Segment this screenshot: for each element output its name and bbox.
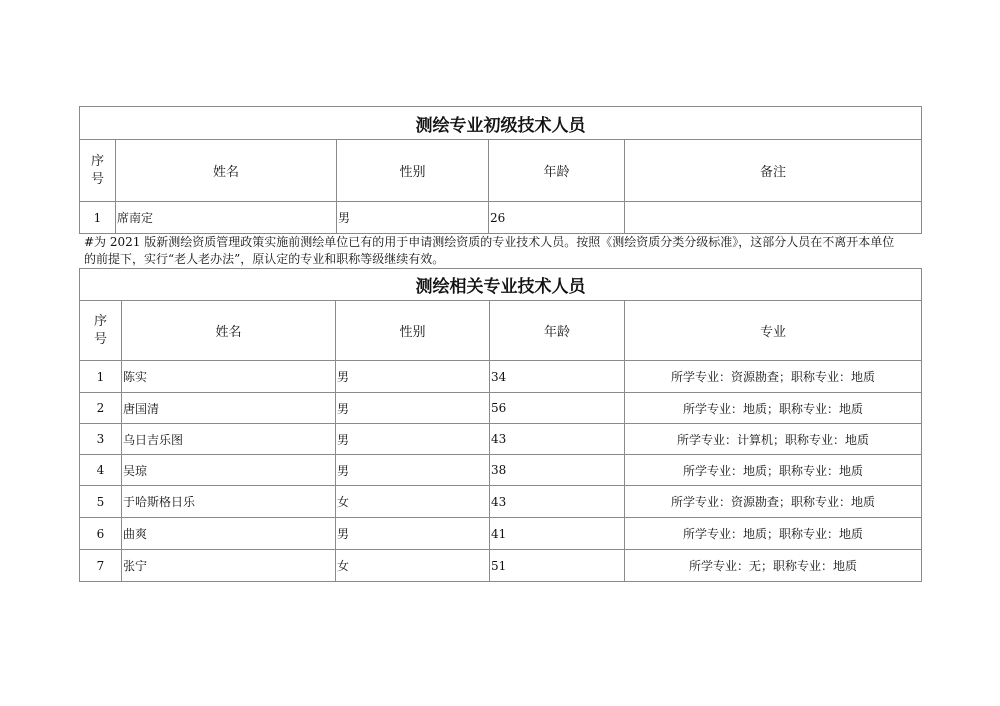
cell-major: 所学专业：资源勘查；职称专业：地质 bbox=[625, 486, 922, 518]
table-row bbox=[80, 361, 922, 393]
header-gender: 性别 bbox=[336, 301, 490, 361]
header-remark: 备注 bbox=[625, 140, 922, 202]
cell-remark bbox=[625, 202, 922, 234]
header-seq bbox=[80, 301, 122, 361]
header-seq-line2: 号 bbox=[93, 331, 107, 347]
cell-name: 于哈斯格日乐 bbox=[122, 486, 336, 518]
cell-seq: 6 bbox=[80, 518, 122, 550]
table-row bbox=[80, 393, 922, 424]
cell-age: 26 bbox=[489, 202, 625, 234]
table-row bbox=[80, 550, 922, 582]
cell-name: 席南定 bbox=[116, 202, 337, 234]
table-title-row bbox=[80, 107, 922, 140]
table-row bbox=[80, 202, 922, 234]
header-major: 专业 bbox=[625, 301, 922, 361]
cell-major: 所学专业：地质；职称专业：地质 bbox=[625, 518, 922, 550]
table-row bbox=[80, 424, 922, 455]
cell-gender: 男 bbox=[336, 518, 490, 550]
header-seq bbox=[80, 140, 116, 202]
cell-gender: 男 bbox=[336, 393, 490, 424]
table-title: 测绘相关专业技术人员 bbox=[80, 269, 922, 301]
cell-age: 43 bbox=[490, 486, 625, 518]
header-name: 姓名 bbox=[122, 301, 336, 361]
related-technician-table bbox=[79, 268, 922, 582]
cell-seq: 7 bbox=[80, 550, 122, 582]
cell-gender: 女 bbox=[336, 486, 490, 518]
header-age: 年龄 bbox=[489, 140, 625, 202]
header-seq-line1: 序 bbox=[93, 313, 107, 329]
cell-name: 张宁 bbox=[122, 550, 336, 582]
junior-technician-table bbox=[79, 106, 922, 234]
cell-gender: 女 bbox=[336, 550, 490, 582]
table-header-row bbox=[80, 301, 922, 361]
cell-age: 41 bbox=[490, 518, 625, 550]
cell-seq: 1 bbox=[80, 361, 122, 393]
header-age: 年龄 bbox=[490, 301, 625, 361]
cell-name: 乌日吉乐图 bbox=[122, 424, 336, 455]
header-seq-line2: 号 bbox=[90, 171, 104, 187]
cell-seq: 2 bbox=[80, 393, 122, 424]
cell-seq: 5 bbox=[80, 486, 122, 518]
cell-major: 所学专业：地质；职称专业：地质 bbox=[625, 393, 922, 424]
cell-age: 43 bbox=[490, 424, 625, 455]
cell-age: 34 bbox=[490, 361, 625, 393]
cell-seq: 3 bbox=[80, 424, 122, 455]
cell-major: 所学专业：无；职称专业：地质 bbox=[625, 550, 922, 582]
cell-age: 56 bbox=[490, 393, 625, 424]
header-seq-line1: 序 bbox=[90, 153, 104, 169]
cell-major: 所学专业：资源勘查；职称专业：地质 bbox=[625, 361, 922, 393]
table-title-row bbox=[80, 269, 922, 301]
footnote-line2: 的前提下，实行“老人老办法”，原认定的专业和职称等级继续有效。 bbox=[84, 252, 445, 266]
cell-name: 陈实 bbox=[122, 361, 336, 393]
cell-age: 51 bbox=[490, 550, 625, 582]
cell-gender: 男 bbox=[337, 202, 489, 234]
header-gender: 性别 bbox=[337, 140, 489, 202]
table-row bbox=[80, 518, 922, 550]
cell-gender: 男 bbox=[336, 361, 490, 393]
table-row bbox=[80, 455, 922, 486]
cell-name: 曲爽 bbox=[122, 518, 336, 550]
cell-gender: 男 bbox=[336, 424, 490, 455]
cell-seq: 1 bbox=[80, 202, 116, 234]
cell-name: 吴琼 bbox=[122, 455, 336, 486]
footnote-line1: #为 2021 版新测绘资质管理政策实施前测绘单位已有的用于申请测绘资质的专业技术人员。按照《测绘资质分类分级标准》，这部分人员在不离开本单位 bbox=[84, 235, 895, 249]
cell-major: 所学专业：计算机；职称专业：地质 bbox=[625, 424, 922, 455]
cell-seq: 4 bbox=[80, 455, 122, 486]
cell-gender: 男 bbox=[336, 455, 490, 486]
cell-major: 所学专业：地质；职称专业：地质 bbox=[625, 455, 922, 486]
cell-name: 唐国清 bbox=[122, 393, 336, 424]
table-title: 测绘专业初级技术人员 bbox=[80, 107, 922, 140]
table-row bbox=[80, 486, 922, 518]
table-header-row bbox=[80, 140, 922, 202]
cell-age: 38 bbox=[490, 455, 625, 486]
header-name: 姓名 bbox=[116, 140, 337, 202]
footnote bbox=[84, 234, 924, 268]
